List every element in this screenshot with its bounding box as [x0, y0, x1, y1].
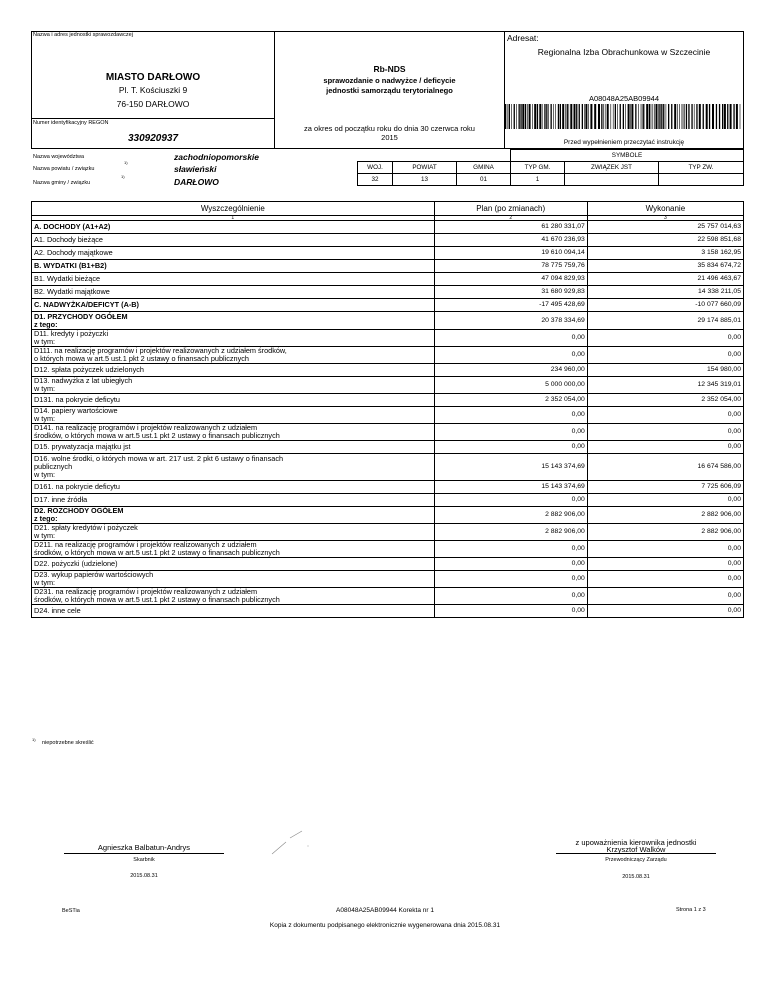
barcode-bar — [631, 104, 633, 129]
barcode-bar — [699, 104, 701, 129]
authorization-caption: z upoważnienia kierownika jednostki — [575, 838, 697, 847]
footnote-mark: 1) — [32, 737, 36, 742]
barcode-bar — [733, 104, 734, 129]
row-plan-value: 0,00 — [434, 605, 587, 618]
addressee-name: Regionalna Izba Obrachunkowa w Szczecinie — [537, 47, 711, 57]
row-label: D14. papiery wartościowe w tym: — [32, 407, 435, 424]
form-code: Rb-NDS — [373, 64, 406, 74]
addressee-label: Adresat: — [507, 33, 539, 43]
row-label: D23. wykup papierów wartościowych w tym: — [32, 571, 435, 588]
barcode-bar — [709, 104, 710, 129]
barcode-bar — [576, 104, 577, 129]
barcode-bar — [617, 104, 618, 129]
row-plan-value: 0,00 — [434, 347, 587, 364]
table-row — [32, 330, 744, 347]
row-label: D16. wolne środki, o których mowa w art. 217 ust. 2 pkt 6 ustawy o finansach publicznych w tym: — [32, 454, 435, 481]
barcode-bar — [588, 104, 589, 129]
barcode-bar — [686, 104, 687, 129]
barcode-bar — [584, 104, 585, 129]
row-label: D161. na pokrycie deficytu — [32, 481, 435, 494]
commune-value: DARŁOWO — [174, 177, 219, 187]
row-plan-value: 15 143 374,69 — [434, 454, 587, 481]
barcode-bar — [684, 104, 685, 129]
barcode-bar — [537, 104, 538, 129]
row-label: D131. na pokrycie deficytu — [32, 394, 435, 407]
barcode-bar — [539, 104, 541, 129]
barcode-bar — [642, 104, 643, 129]
barcode-text: A08048A25AB09944 — [588, 94, 660, 103]
row-execution-value: 0,00 — [587, 541, 743, 558]
row-execution-value: 22 598 851,68 — [587, 234, 743, 247]
barcode-bar — [643, 104, 644, 129]
row-execution-value: 12 345 319,01 — [587, 377, 743, 394]
table-row — [32, 588, 744, 605]
barcode-bar — [605, 104, 606, 129]
symbol-header-zwiazek: ZWIĄZEK JST — [565, 162, 659, 174]
row-execution-value: 0,00 — [587, 347, 743, 364]
barcode-bar — [579, 104, 580, 129]
row-plan-value: 61 280 331,07 — [434, 221, 587, 234]
symbol-header-woj: WOJ. — [358, 162, 393, 174]
barcode-bar — [613, 104, 614, 129]
barcode-bar — [706, 104, 708, 129]
chief-accountant-role: Skarbnik — [133, 857, 155, 863]
barcode-bar — [603, 104, 604, 129]
barcode-bar — [668, 104, 669, 129]
barcode-bar — [565, 104, 566, 129]
row-label: A. DOCHODY (A1+A2) — [32, 221, 435, 234]
barcode-bar — [736, 104, 738, 129]
barcode-bar — [611, 104, 612, 129]
barcode-bar — [505, 104, 506, 129]
table-row — [32, 441, 744, 454]
head-date: 2015.08.31 — [622, 874, 650, 880]
barcode-bar — [722, 104, 723, 129]
table-row — [32, 286, 744, 299]
barcode-bar — [520, 104, 521, 129]
page-number: Strona 1 z 3 — [676, 907, 706, 913]
table-row — [32, 524, 744, 541]
column-header-plan: Plan (po zmianach) — [434, 202, 587, 216]
barcode-bar — [671, 104, 672, 129]
table-row — [32, 234, 744, 247]
barcode-bar — [623, 104, 624, 129]
row-execution-value: 21 496 463,67 — [587, 273, 743, 286]
table-row — [32, 260, 744, 273]
barcode-bar — [649, 104, 650, 129]
barcode-bar — [615, 104, 616, 129]
row-label: D21. spłaty kredytów i pożyczek w tym: — [32, 524, 435, 541]
row-plan-value: 47 094 829,93 — [434, 273, 587, 286]
barcode-bar — [529, 104, 531, 129]
barcode-bar — [525, 104, 526, 129]
barcode-bar — [574, 104, 576, 129]
barcode-bar — [712, 104, 714, 129]
barcode-bar — [727, 104, 728, 129]
barcode-bar — [719, 104, 720, 129]
barcode-image — [505, 104, 744, 129]
row-label: B. WYDATKI (B1+B2) — [32, 260, 435, 273]
barcode-bar — [555, 104, 556, 129]
row-execution-value: -10 077 660,09 — [587, 299, 743, 312]
barcode-bar — [508, 104, 509, 129]
barcode-bar — [625, 104, 626, 129]
voivodeship-value: zachodniopomorskie — [174, 152, 260, 162]
row-execution-value: 0,00 — [587, 588, 743, 605]
row-execution-value: 25 757 014,63 — [587, 221, 743, 234]
row-plan-value: 0,00 — [434, 424, 587, 441]
row-plan-value: 2 882 906,00 — [434, 524, 587, 541]
row-execution-value: 2 882 906,00 — [587, 507, 743, 524]
row-plan-value: -17 495 428,69 — [434, 299, 587, 312]
period-line-2: 2015 — [381, 133, 398, 142]
chief-accountant-name: Agnieszka Balbatun-Andrys — [97, 843, 191, 852]
table-row — [32, 424, 744, 441]
software-name: BeSTia — [62, 908, 80, 914]
barcode-bar — [661, 104, 662, 129]
table-row — [32, 347, 744, 364]
barcode-bar — [567, 104, 568, 129]
row-label: D141. na realizację programów i projektów realizowanych z udziałem środków, o których mowa w art.5 ust.1 pkt 2 ustawy o finansach publicznych — [32, 424, 435, 441]
row-plan-value: 0,00 — [434, 441, 587, 454]
barcode-bar — [703, 104, 704, 129]
row-execution-value: 0,00 — [587, 424, 743, 441]
row-label: B2. Wydatki majątkowe — [32, 286, 435, 299]
table-row — [32, 364, 744, 377]
barcode-bar — [546, 104, 547, 129]
county-footnote-mark: 1) — [124, 160, 128, 165]
table-row — [32, 494, 744, 507]
county-label: Nazwa powiatu / związku — [33, 166, 95, 172]
symbol-value-powiat: 13 — [393, 174, 457, 186]
row-label: C. NADWYŻKA/DEFICYT (A-B) — [32, 299, 435, 312]
barcode-bar — [654, 104, 655, 129]
row-execution-value: 0,00 — [587, 494, 743, 507]
row-plan-value: 0,00 — [434, 330, 587, 347]
row-execution-value: 154 980,00 — [587, 364, 743, 377]
table-row — [32, 454, 744, 481]
barcode-bar — [696, 104, 697, 129]
table-row — [32, 407, 744, 424]
row-plan-value: 0,00 — [434, 407, 587, 424]
row-plan-value: 0,00 — [434, 571, 587, 588]
barcode-bar — [666, 104, 667, 129]
row-execution-value: 16 674 586,00 — [587, 454, 743, 481]
instruction-note: Przed wypełnieniem przeczytać instrukcję — [563, 139, 685, 146]
regon-label: Numer identyfikacyjny REGON — [33, 120, 109, 126]
signature-scribble — [268, 828, 318, 858]
barcode-bar — [658, 104, 659, 129]
barcode-bar — [560, 104, 561, 129]
row-execution-value: 3 158 162,95 — [587, 247, 743, 260]
period-line-1: za okres od początku roku do dnia 30 czerwca roku — [304, 124, 475, 133]
barcode-bar — [688, 104, 689, 129]
row-label: A2. Dochody majątkowe — [32, 247, 435, 260]
barcode-bar — [641, 104, 642, 129]
symbol-header-typ-zw: TYP ZW. — [659, 162, 744, 174]
row-label: D12. spłata pożyczek udzielonych — [32, 364, 435, 377]
table-row — [32, 312, 744, 330]
table-row — [32, 247, 744, 260]
row-plan-value: 15 143 374,69 — [434, 481, 587, 494]
row-execution-value: 0,00 — [587, 571, 743, 588]
barcode-bar — [522, 104, 524, 129]
row-execution-value: 2 352 054,00 — [587, 394, 743, 407]
row-plan-value: 2 352 054,00 — [434, 394, 587, 407]
barcode-bar — [730, 104, 732, 129]
row-label: D211. na realizację programów i projektów realizowanych z udziałem środków, o których mowa w art.5 ust.1 pkt 2 ustawy o finansach publicznych — [32, 541, 435, 558]
table-row — [32, 558, 744, 571]
copy-note: Kopia z dokumentu podpisanego elektronicznie wygenerowana dnia 2015.08.31 — [269, 922, 501, 929]
row-execution-value: 0,00 — [587, 441, 743, 454]
barcode-bar — [656, 104, 658, 129]
row-execution-value: 2 882 906,00 — [587, 524, 743, 541]
row-label: D13. nadwyżka z lat ubiegłych w tym: — [32, 377, 435, 394]
row-plan-value: 0,00 — [434, 588, 587, 605]
row-plan-value: 31 680 929,83 — [434, 286, 587, 299]
row-execution-value: 35 834 674,72 — [587, 260, 743, 273]
row-label: A1. Dochody bieżące — [32, 234, 435, 247]
table-row — [32, 394, 744, 407]
row-execution-value: 7 725 606,09 — [587, 481, 743, 494]
voivodeship-label: Nazwa województwa — [33, 154, 85, 160]
barcode-bar — [679, 104, 680, 129]
unit-city: 76-150 DARŁOWO — [116, 99, 190, 109]
unit-name-label: Nazwa i adres jednostki sprawozdawczej — [33, 32, 133, 38]
barcode-bar — [630, 104, 631, 129]
symbol-value-typ-gm: 1 — [511, 174, 565, 186]
symbol-value-gmina: 01 — [457, 174, 511, 186]
symbol-value-zwiazek — [565, 174, 659, 186]
barcode-bar — [659, 104, 660, 129]
row-label: D11. kredyty i pożyczki w tym: — [32, 330, 435, 347]
barcode-bar — [638, 104, 639, 129]
barcode-bar — [646, 104, 648, 129]
barcode-bar — [601, 104, 602, 129]
budget-table — [31, 201, 744, 618]
row-execution-value: 0,00 — [587, 605, 743, 618]
barcode-bar — [544, 104, 545, 129]
table-row — [32, 605, 744, 618]
footnote-text: niepotrzebne skreślić — [42, 740, 94, 746]
chief-accountant-date: 2015.08.31 — [130, 873, 158, 879]
barcode-bar — [542, 104, 543, 129]
barcode-bar — [558, 104, 559, 129]
symbol-value-typ-zw — [659, 174, 744, 186]
row-label: D2. ROZCHODY OGÓŁEM z tego: — [32, 507, 435, 524]
row-execution-value: 0,00 — [587, 558, 743, 571]
barcode-bar — [585, 104, 587, 129]
symbol-header-gmina: GMINA — [457, 162, 511, 174]
unit-street: Pl. T. Kościuszki 9 — [118, 85, 188, 95]
row-label: D1. PRZYCHODY OGÓŁEM z tego: — [32, 312, 435, 330]
barcode-bar — [677, 104, 678, 129]
barcode-bar — [653, 104, 654, 129]
barcode-bar — [582, 104, 583, 129]
head-name: Krzysztof Walków — [606, 845, 666, 854]
barcode-bar — [740, 104, 741, 129]
row-plan-value: 41 670 236,93 — [434, 234, 587, 247]
barcode-bar — [570, 104, 572, 129]
barcode-bar — [628, 104, 630, 129]
barcode-bar — [682, 104, 683, 129]
barcode-bar — [548, 104, 549, 129]
table-row — [32, 377, 744, 394]
county-value: sławieński — [174, 164, 217, 174]
row-label: D111. na realizację programów i projektów realizowanych z udziałem środków, o których mowa w art.5 ust.1 pkt 2 ustawy o finansach publicznych — [32, 347, 435, 364]
form-title-2: jednostki samorządu terytorialnego — [326, 86, 453, 95]
regon-value: 330920937 — [127, 133, 179, 144]
row-plan-value: 2 882 906,00 — [434, 507, 587, 524]
row-plan-value: 234 960,00 — [434, 364, 587, 377]
right-signature-line — [556, 853, 716, 854]
document-id: A08048A25AB09944 Korekta nr 1 — [336, 907, 434, 914]
row-plan-value: 0,00 — [434, 558, 587, 571]
barcode-bar — [516, 104, 517, 129]
commune-label: Nazwa gminy / związku — [33, 180, 91, 186]
symbol-header-typ-gm: TYP GM. — [511, 162, 565, 174]
row-execution-value: 0,00 — [587, 407, 743, 424]
table-row — [32, 273, 744, 286]
head-role: Przewodniczący Zarządu — [605, 857, 667, 863]
barcode-bar — [635, 104, 636, 129]
barcode-bar — [683, 104, 684, 129]
barcode-bar — [553, 104, 554, 129]
barcode-bar — [519, 104, 520, 129]
barcode-bar — [532, 104, 533, 129]
row-label: D231. na realizację programów i projektów realizowanych z udziałem środków, o których mowa w art.5 ust.1 pkt 2 ustawy o finansach publicznych — [32, 588, 435, 605]
column-index-1: 1 — [32, 216, 435, 221]
row-label: B1. Wydatki bieżące — [32, 273, 435, 286]
barcode-bar — [620, 104, 621, 129]
row-plan-value: 19 610 094,14 — [434, 247, 587, 260]
row-plan-value: 78 775 759,76 — [434, 260, 587, 273]
row-plan-value: 0,00 — [434, 494, 587, 507]
column-index-3: 3 — [587, 216, 743, 221]
barcode-bar — [594, 104, 596, 129]
row-execution-value: 29 174 885,01 — [587, 312, 743, 330]
symbol-value-woj: 32 — [358, 174, 393, 186]
unit-name: MIASTO DARŁOWO — [105, 72, 201, 83]
column-header-execution: Wykonanie — [587, 202, 743, 216]
barcode-bar — [598, 104, 600, 129]
column-header-description: Wyszczególnienie — [32, 202, 435, 216]
table-row — [32, 571, 744, 588]
table-row — [32, 507, 744, 524]
symbols-title: SYMBOLE — [511, 150, 744, 162]
barcode-bar — [551, 104, 552, 129]
barcode-bar — [534, 104, 536, 129]
row-plan-value: 0,00 — [434, 541, 587, 558]
table-row — [32, 221, 744, 234]
barcode-bar — [607, 104, 609, 129]
row-execution-value: 14 338 211,05 — [587, 286, 743, 299]
form-title-1: sprawozdanie o nadwyżce / deficycie — [323, 76, 456, 85]
row-label: D22. pożyczki (udzielone) — [32, 558, 435, 571]
row-label: D24. inne cele — [32, 605, 435, 618]
row-label: D17. inne źródła — [32, 494, 435, 507]
barcode-bar — [509, 104, 510, 129]
barcode-bar — [651, 104, 652, 129]
column-index-2: 2 — [434, 216, 587, 221]
table-row — [32, 541, 744, 558]
barcode-bar — [694, 104, 695, 129]
row-plan-value: 20 378 334,69 — [434, 312, 587, 330]
barcode-bar — [663, 104, 664, 129]
left-signature-line — [64, 853, 224, 854]
barcode-bar — [590, 104, 592, 129]
symbols-table — [357, 149, 744, 186]
barcode-bar — [724, 104, 726, 129]
barcode-bar — [514, 104, 515, 129]
barcode-bar — [511, 104, 512, 129]
barcode-bar — [716, 104, 717, 129]
symbol-header-powiat: POWIAT — [393, 162, 457, 174]
table-row — [32, 481, 744, 494]
row-plan-value: 5 000 000,00 — [434, 377, 587, 394]
barcode-bar — [691, 104, 692, 129]
table-row — [32, 299, 744, 312]
barcode-bar — [562, 104, 564, 129]
barcode-bar — [674, 104, 676, 129]
barcode-bar — [569, 104, 570, 129]
row-label: D15. prywatyzacja majątku jst — [32, 441, 435, 454]
commune-footnote-mark: 1) — [121, 174, 125, 179]
row-execution-value: 0,00 — [587, 330, 743, 347]
barcode-bar — [527, 104, 528, 129]
